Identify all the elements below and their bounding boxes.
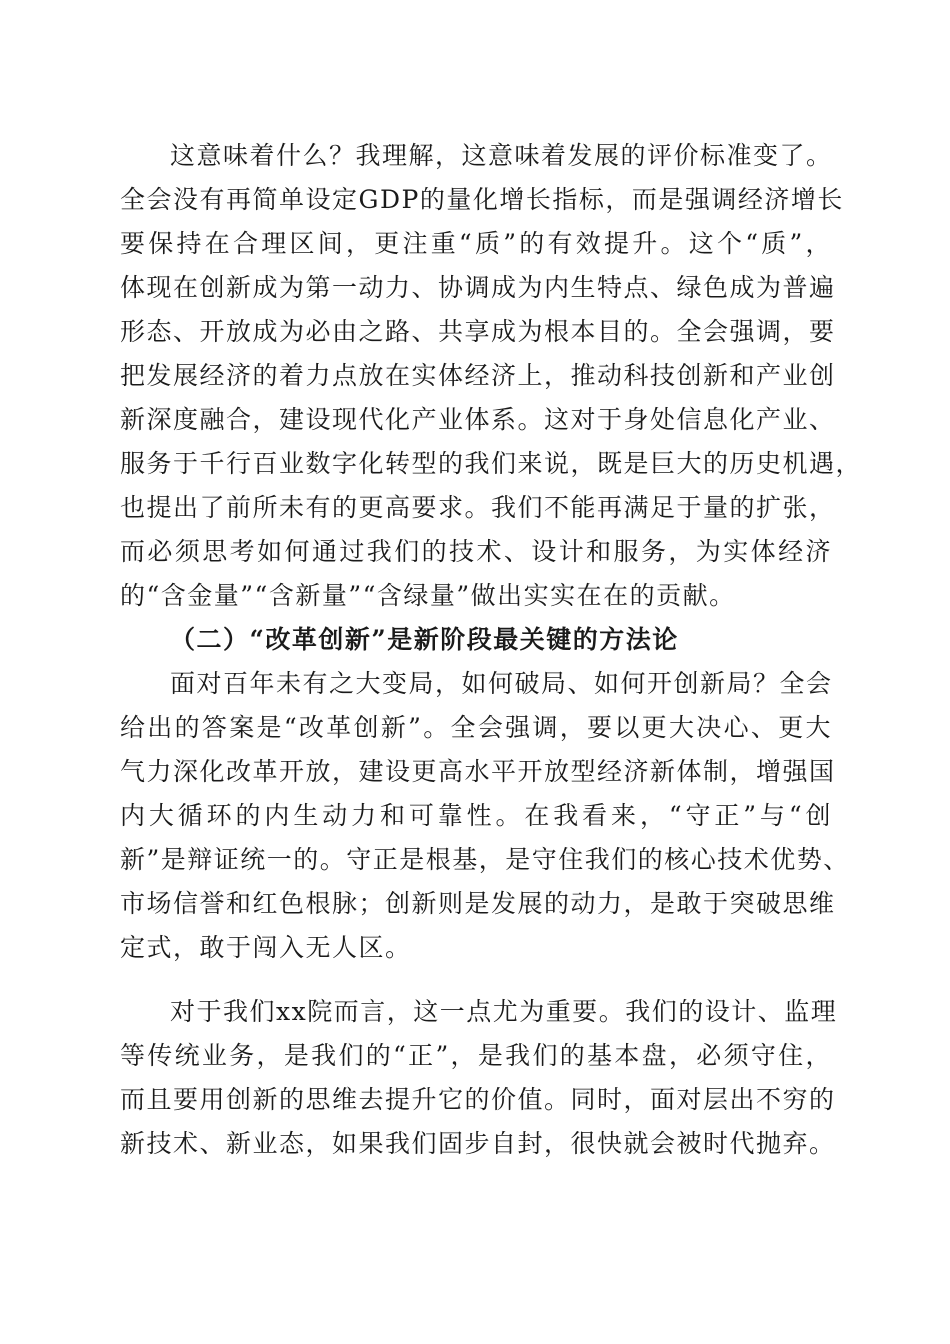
paragraph-line: 全会没有再简单设定GDP的量化增长指标，而是强调经济增长 [120,185,844,214]
paragraph-line: 而且要用创新的思维去提升它的价值。同时，面对层出不穷的 [120,1085,836,1114]
paragraph-line: 面对百年未有之大变局，如何破局、如何开创新局？全会 [170,669,833,698]
paragraph-line: 等传统业务，是我们的“正”，是我们的基本盘，必须守住， [120,1041,832,1070]
paragraph-line: 要保持在合理区间，更注重“质”的有效提升。这个“质”， [120,229,832,258]
paragraph-line: 对于我们xx院而言，这一点尤为重要。我们的设计、监理 [170,997,838,1026]
paragraph-line: 新深度融合，建设现代化产业体系。这对于身处信息化产业、 [120,405,836,434]
paragraph-line: 内大循环的内生动力和可靠性。在我看来，“守正”与“创 [120,801,832,830]
section-heading: （二）“改革创新”是新阶段最关键的方法论 [170,625,679,654]
paragraph-line: 新”是辩证统一的。守正是根基，是守住我们的核心技术优势、 [120,845,850,874]
paragraph-line: 给出的答案是“改革创新”。全会强调，要以更大决心、更大 [120,713,832,742]
paragraph-line: 的“含金量”“含新量”“含绿量”做出实实在在的贡献。 [120,581,736,610]
paragraph-line: 体现在创新成为第一动力、协调成为内生特点、绿色成为普遍 [120,273,836,302]
paragraph-line: 这意味着什么？我理解，这意味着发展的评价标准变了。 [170,141,833,170]
paragraph-line: 服务于千行百业数字化转型的我们来说，既是巨大的历史机遇， [120,449,863,478]
paragraph-line: 定式，敢于闯入无人区。 [120,933,412,962]
paragraph-line: 市场信誉和红色根脉；创新则是发展的动力，是敢于突破思维 [120,889,836,918]
paragraph-line: 而必须思考如何通过我们的技术、设计和服务，为实体经济 [120,537,832,566]
paragraph-line: 把发展经济的着力点放在实体经济上，推动科技创新和产业创 [120,361,836,390]
paragraph-line: 形态、开放成为必由之路、共享成为根本目的。全会强调，要 [120,317,836,346]
paragraph-line: 也提出了前所未有的更高要求。我们不能再满足于量的扩张， [120,493,836,522]
paragraph-line: 气力深化改革开放，建设更高水平开放型经济新体制，增强国 [120,757,836,786]
paragraph-line: 新技术、新业态，如果我们固步自封，很快就会被时代抛弃。 [120,1129,836,1158]
